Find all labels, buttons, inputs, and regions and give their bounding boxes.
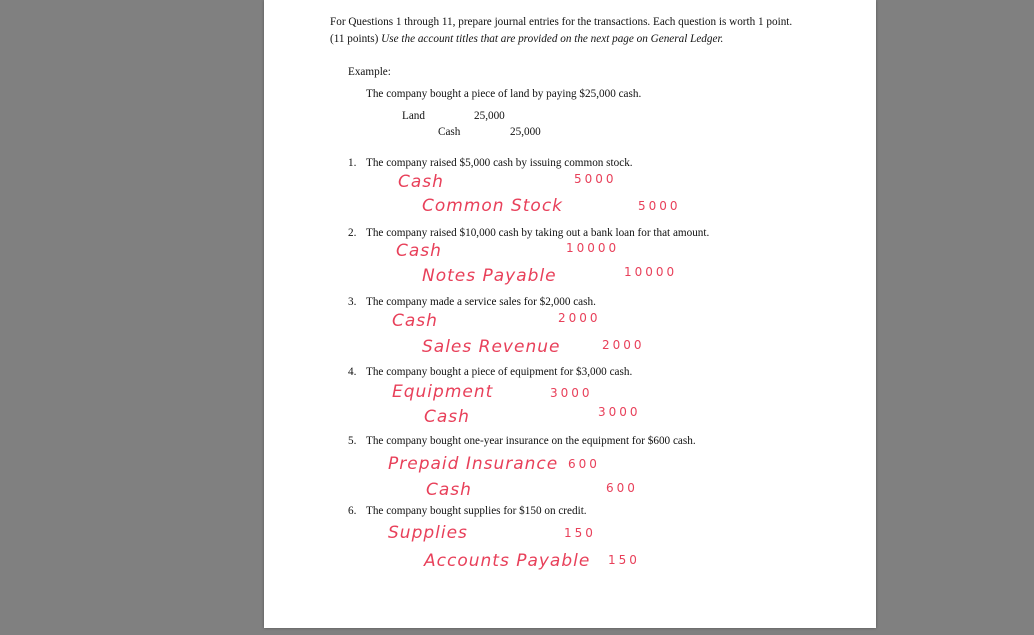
- question-text: The company bought supplies for $150 on credit.: [366, 505, 587, 517]
- answer-credit-amount: 150: [608, 553, 640, 567]
- answer-debit-amount: 600: [568, 457, 600, 471]
- answer-credit-account: Sales Revenue: [422, 337, 561, 357]
- example-credit-amount: 25,000: [510, 126, 541, 138]
- answer-debit-account: Cash: [396, 241, 442, 261]
- question-number: 1.: [348, 157, 357, 169]
- question-number: 3.: [348, 296, 357, 308]
- question-text: The company bought one-year insurance on the equipment for $600 cash.: [366, 435, 696, 447]
- answer-credit-account: Notes Payable: [422, 266, 557, 286]
- answer-debit-amount: 150: [564, 526, 596, 540]
- answer-credit-account: Cash: [424, 407, 470, 427]
- answer-debit-amount: 5000: [574, 172, 617, 186]
- example-sentence: The company bought a piece of land by paying $25,000 cash.: [366, 88, 642, 100]
- question-number: 4.: [348, 366, 357, 378]
- answer-debit-account: Equipment: [392, 382, 494, 402]
- question-number: 6.: [348, 505, 357, 517]
- instructions-italic: Use the account titles that are provided on the next page on General Ledger.: [381, 33, 724, 45]
- example-label: Example:: [348, 66, 391, 78]
- question-text: The company raised $5,000 cash by issuing common stock.: [366, 157, 633, 169]
- answer-debit-amount: 10000: [566, 241, 620, 255]
- answer-credit-account: Common Stock: [422, 196, 564, 216]
- question-text: The company bought a piece of equipment for $3,000 cash.: [366, 366, 633, 378]
- answer-debit-account: Prepaid Insurance: [388, 454, 559, 474]
- answer-credit-amount: 10000: [624, 265, 678, 279]
- instructions-text: For Questions 1 through 11, prepare journal entries for the transactions. Each question is worth 1 point. (11 points): [330, 16, 793, 45]
- answer-debit-account: Supplies: [388, 523, 468, 543]
- question-number: 5.: [348, 435, 357, 447]
- answer-credit-account: Accounts Payable: [424, 551, 591, 571]
- example-debit-amount: 25,000: [474, 110, 505, 122]
- example-debit-account: Land: [402, 110, 425, 122]
- instructions: [330, 14, 800, 48]
- answer-credit-amount: 2000: [602, 338, 645, 352]
- answer-debit-account: Cash: [398, 172, 444, 192]
- answer-credit-account: Cash: [426, 480, 472, 500]
- question-text: The company made a service sales for $2,000 cash.: [366, 296, 596, 308]
- answer-debit-amount: 2000: [558, 311, 601, 325]
- answer-debit-account: Cash: [392, 311, 438, 331]
- document-page: [264, 0, 876, 628]
- question-number: 2.: [348, 227, 357, 239]
- answer-credit-amount: 600: [606, 481, 638, 495]
- answer-debit-amount: 3000: [550, 386, 593, 400]
- example-credit-account: Cash: [438, 126, 461, 138]
- answer-credit-amount: 5000: [638, 199, 681, 213]
- question-text: The company raised $10,000 cash by taking out a bank loan for that amount.: [366, 227, 710, 239]
- answer-credit-amount: 3000: [598, 405, 641, 419]
